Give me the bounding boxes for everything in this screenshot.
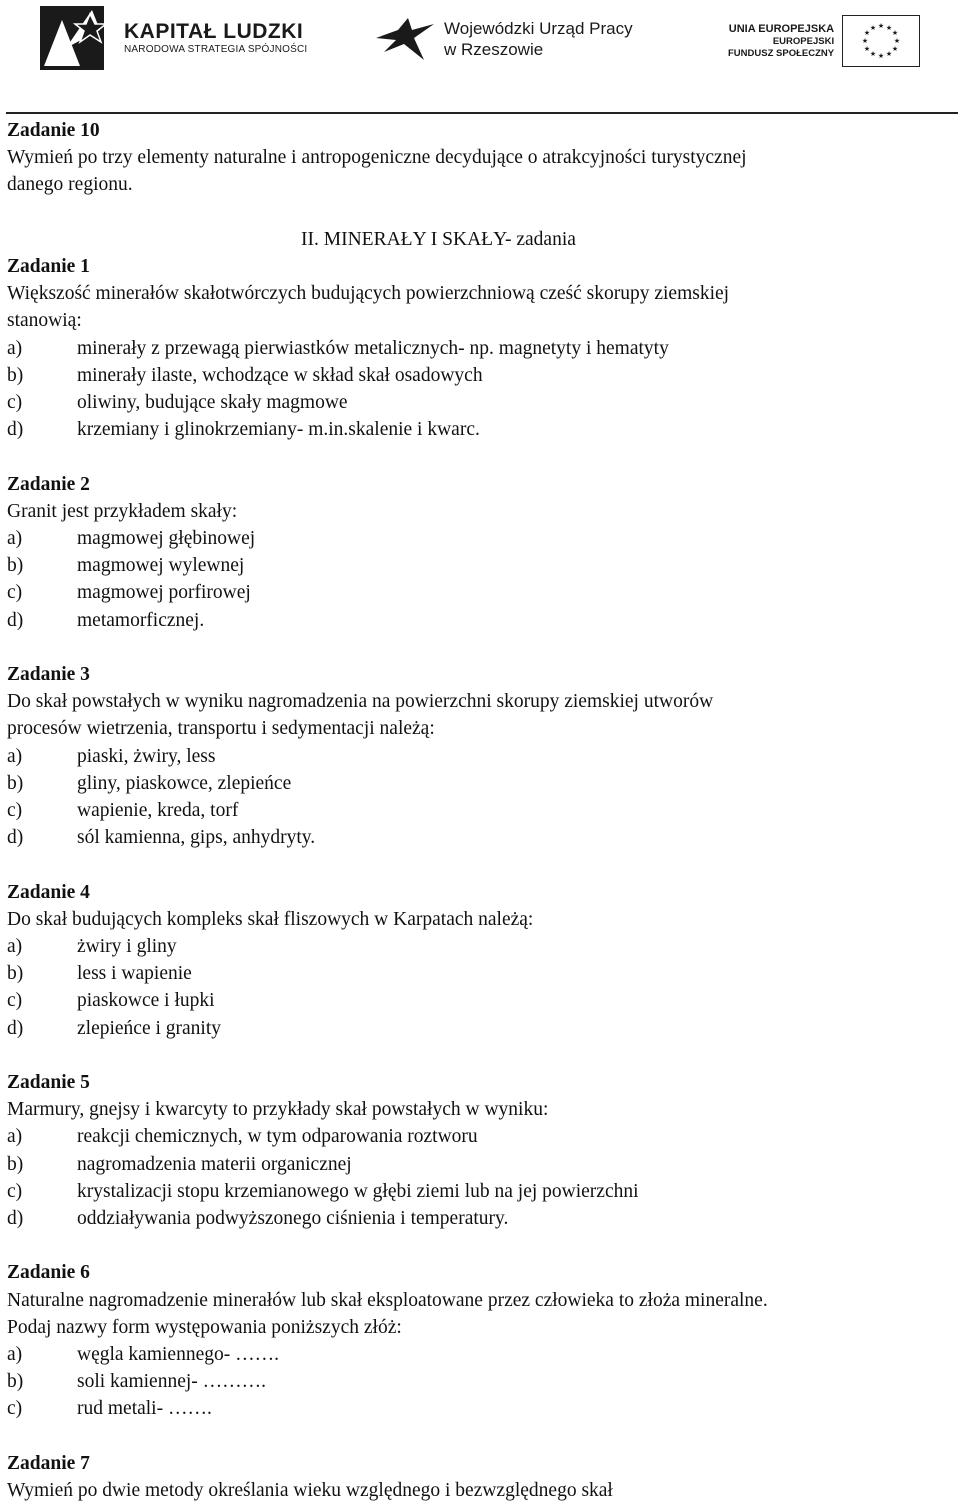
answer-option-label: d) (7, 419, 24, 441)
answer-option (7, 1395, 952, 1422)
svg-text:★: ★ (893, 37, 901, 45)
answer-option-text: wapienie, kreda, torf (77, 800, 239, 822)
answer-option (7, 1015, 952, 1042)
answer-option-label: d) (7, 1208, 24, 1230)
wup-bird-icon (374, 16, 436, 62)
answer-option-label: c) (7, 392, 23, 414)
task-title: Zadanie 4 (7, 881, 90, 903)
task-10-title: Zadanie 10 (7, 120, 100, 141)
answer-option-text: reakcji chemicznych, w tym odparowania roztworu (77, 1126, 478, 1148)
answer-option (7, 797, 952, 824)
answer-option-label: c) (7, 1398, 23, 1420)
answer-option-text: rud metali- ……. (77, 1398, 212, 1420)
task-title: Zadanie 7 (7, 1452, 90, 1474)
task-title: Zadanie 5 (7, 1072, 90, 1094)
eu-logo (728, 14, 920, 68)
answer-option-text: metamorficznej. (77, 609, 205, 631)
answer-option-text: piaskowce i łupki (77, 990, 215, 1012)
tasks-container (7, 253, 952, 1504)
task-question-line: Marmury, gnejsy i kwarcyty to przykłady skał powstałych w wyniku: (7, 1099, 549, 1121)
answer-option-text: oliwiny, budujące skały magmowe (77, 392, 348, 414)
task-question-line: Do skał powstałych w wyniku nagromadzenia na powierzchni skorupy ziemskiej utworów (7, 691, 714, 713)
answer-option-label: c) (7, 1180, 23, 1202)
task-10-line: danego regionu. (7, 174, 133, 196)
answer-option-label: d) (7, 609, 24, 631)
task-question-line: Do skał budujących kompleks skał fliszowych w Karpatach należą: (7, 908, 534, 930)
answer-option-text: nagromadzenia materii organicznej (77, 1153, 352, 1175)
answer-option (7, 987, 952, 1014)
task-10-line: Wymień po trzy elementy naturalne i antropogeniczne decydujące o atrakcyjności turystycznej (7, 147, 747, 169)
answer-option-text: magmowej wylewnej (77, 555, 245, 577)
task-title: Zadanie 3 (7, 664, 90, 686)
answer-option (7, 743, 952, 770)
task-question-line: Naturalne nagromadzenie minerałów lub skał eksploatowane przez człowieka to złoża mineralne. (7, 1289, 768, 1311)
svg-text:★: ★ (869, 50, 877, 58)
kapital-ludzki-subtitle: NARODOWA STRATEGIA SPÓJNOŚCI (124, 44, 308, 55)
svg-text:★: ★ (885, 24, 893, 32)
answer-option-label: a) (7, 1126, 23, 1148)
answer-option (7, 824, 952, 851)
document-body (7, 117, 952, 1504)
eu-line3: FUNDUSZ SPOŁECZNY (728, 48, 835, 59)
eu-flag-icon (842, 15, 920, 67)
task-question-line: Większość minerałów skałotwórczych budujących powierzchniową cześć skorupy ziemskiej (7, 283, 730, 305)
answer-option (7, 362, 952, 389)
svg-text:★: ★ (869, 24, 877, 32)
wup-name-line1: Wojewódzki Urząd Pracy (444, 19, 633, 38)
eu-line2: EUROPEJSKI (772, 36, 835, 47)
task-question-line: stanowią: (7, 310, 82, 332)
task-title: Zadanie 2 (7, 473, 90, 495)
answer-option-text: gliny, piaskowce, zlepieńce (77, 772, 292, 794)
answer-option-text: magmowej głębinowej (77, 528, 256, 550)
answer-option-label: a) (7, 936, 23, 958)
svg-text:★: ★ (891, 45, 899, 53)
answer-option-label: b) (7, 364, 24, 386)
answer-option-label: b) (7, 1371, 24, 1393)
answer-option (7, 416, 952, 443)
kapital-ludzki-logo (40, 6, 307, 70)
answer-option-label: b) (7, 772, 24, 794)
answer-option-label: a) (7, 337, 23, 359)
answer-option-label: b) (7, 963, 24, 985)
eu-line1: UNIA EUROPEJSKA (728, 23, 835, 35)
answer-option (7, 1368, 952, 1395)
answer-option-text: krzemiany i glinokrzemiany- m.in.skalenie i kwarc. (77, 419, 480, 441)
answer-option (7, 1123, 952, 1150)
svg-text:★: ★ (891, 29, 899, 37)
answer-option (7, 770, 952, 797)
answer-option (7, 335, 952, 362)
answer-option-label: c) (7, 990, 23, 1012)
answer-option-text: węgla kamiennego- ……. (77, 1344, 279, 1366)
task-question-line: Wymień po dwie metody określania wieku względnego i bezwzględnego skał (7, 1480, 613, 1502)
answer-option-label: c) (7, 800, 23, 822)
task-question-line: procesów wietrzenia, transportu i sedymentacji należą: (7, 718, 435, 740)
answer-option-label: b) (7, 1153, 24, 1175)
wup-name-line2: w Rzeszowie (444, 40, 544, 59)
answer-option-label: a) (7, 745, 23, 767)
answer-option (7, 525, 952, 552)
answer-option (7, 1205, 952, 1232)
answer-option-text: krystalizacji stopu krzemianowego w głębi ziemi lub na jej powierzchni (77, 1180, 639, 1202)
kapital-ludzki-emblem-icon (40, 6, 114, 70)
answer-option (7, 960, 952, 987)
answer-option-label: c) (7, 582, 23, 604)
answer-option-text: oddziaływania podwyższonego ciśnienia i temperatury. (77, 1208, 509, 1230)
task-title: Zadanie 6 (7, 1262, 90, 1284)
kapital-ludzki-title: KAPITAŁ LUDZKI (124, 20, 304, 43)
answer-option (7, 933, 952, 960)
answer-option-text: zlepieńce i granity (77, 1017, 222, 1039)
answer-option (7, 389, 952, 416)
svg-text:★: ★ (885, 50, 893, 58)
answer-option (7, 1341, 952, 1368)
svg-text:★: ★ (877, 52, 885, 60)
answer-option-text: magmowej porfirowej (77, 582, 251, 604)
answer-option (7, 1178, 952, 1205)
svg-text:★: ★ (877, 22, 885, 30)
answer-option-text: żwiry i gliny (77, 936, 177, 958)
answer-option-text: minerały z przewagą pierwiastków metalicznych- np. magnetyty i hematyty (77, 337, 669, 359)
section-title: II. MINERAŁY I SKAŁY- zadania (301, 228, 576, 250)
page-header (0, 0, 960, 110)
answer-option-text: less i wapienie (77, 963, 192, 985)
answer-option-text: sól kamienna, gips, anhydryty. (77, 827, 316, 849)
svg-text:★: ★ (863, 29, 871, 37)
svg-text:★: ★ (861, 37, 869, 45)
answer-option-label: d) (7, 1017, 24, 1039)
task-title: Zadanie 1 (7, 256, 90, 277)
answer-option (7, 607, 952, 634)
answer-option (7, 552, 952, 579)
svg-text:★: ★ (863, 45, 871, 53)
answer-option-label: a) (7, 1344, 23, 1366)
answer-option-text: piaski, żwiry, less (77, 745, 216, 767)
wup-logo (374, 10, 633, 68)
answer-option (7, 1151, 952, 1178)
answer-option-label: a) (7, 528, 23, 550)
answer-option-label: b) (7, 555, 24, 577)
answer-option-label: d) (7, 827, 24, 849)
answer-option-text: soli kamiennej- ………. (77, 1371, 267, 1393)
answer-option-text: minerały ilaste, wchodzące w skład skał osadowych (77, 364, 483, 386)
header-divider (6, 112, 958, 114)
answer-option (7, 579, 952, 606)
task-question-line: Podaj nazwy form występowania poniższych złóż: (7, 1316, 402, 1338)
task-question-line: Granit jest przykładem skały: (7, 500, 238, 522)
